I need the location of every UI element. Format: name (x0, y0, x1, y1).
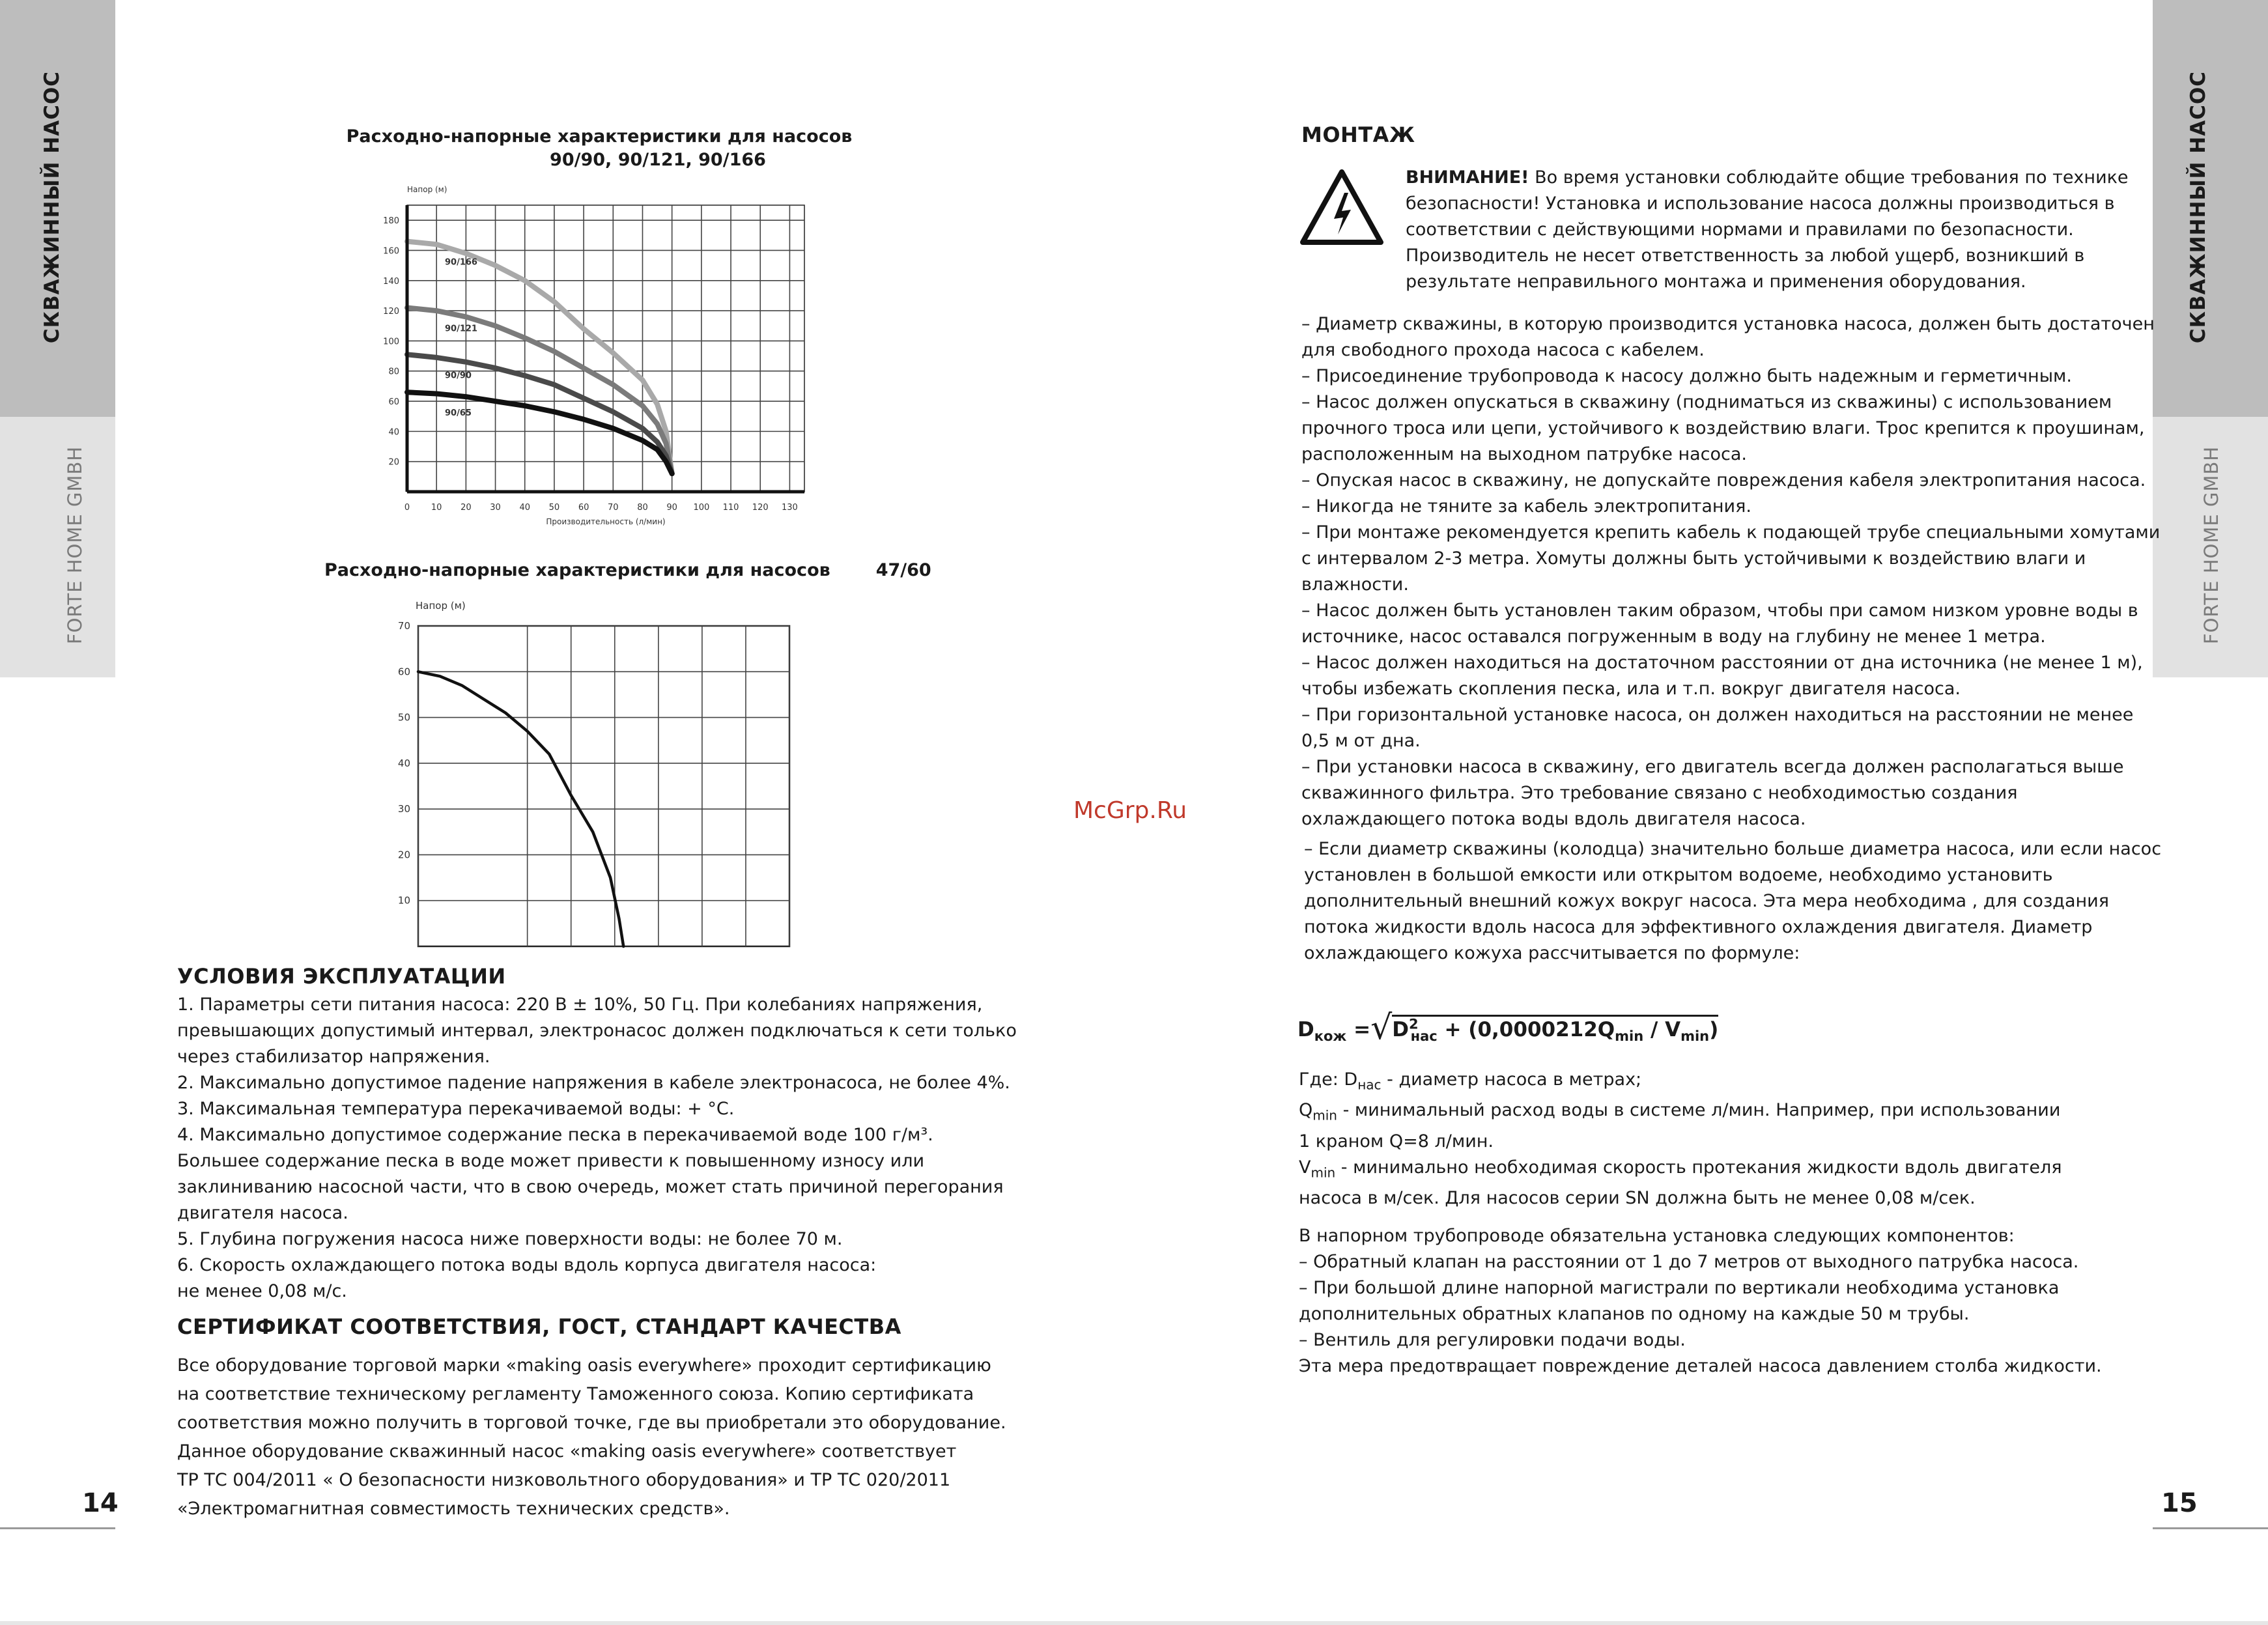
left-side-brand-band (0, 417, 115, 677)
montage-line: – Присоединение трубопровода к насосу должно быть надежным и герметичным. (1301, 366, 2072, 386)
chart2-title-text: Расходно-напорные характеристики для насосов (324, 560, 830, 580)
montage-line: – Никогда не тяните за кабель электропитания. (1301, 496, 1751, 516)
formula-lhs-sub: кож (1314, 1028, 1347, 1045)
series-label: 90/90 (445, 371, 472, 381)
y-tick-label: 70 (397, 620, 410, 632)
conditions-line: 5. Глубина погружения насоса ниже поверхности воды: не более 70 м. (177, 1229, 843, 1249)
montage-line: – Насос должен опускаться в скважину (подниматься из скважины) с использованием (1301, 392, 2112, 412)
formula-d: D (1392, 1018, 1409, 1041)
x-tick-label: 110 (722, 503, 739, 513)
components-line: В напорном трубопроводе обязательна установка следующих компонентов: (1299, 1226, 2015, 1246)
chart2-title-model: 47/60 (875, 560, 931, 580)
v-text-2: насоса в м/сек. Для насосов серии SN должна быть не менее 0,08 м/сек. (1299, 1188, 1976, 1209)
y-tick-label: 180 (383, 216, 399, 227)
y-tick-label: 120 (383, 307, 399, 317)
components-line: – При большой длине напорной магистрали по вертикали необходима установка (1299, 1278, 2060, 1298)
montage-line: охлаждающего кожуха рассчитывается по формуле: (1304, 943, 1800, 963)
montage-line: – Насос должен быть установлен таким образом, чтобы при самом низком уровне воды в (1301, 601, 2138, 621)
left-page-number: 14 (82, 1488, 119, 1518)
warning-text (1406, 165, 2129, 295)
y-axis-label: Напор (м) (416, 600, 466, 612)
warning-line: результате неправильного монтажа и применения оборудования. (1406, 272, 2026, 292)
conditions-line: Большее содержание песка в воде может привести к повышенному износу или (177, 1151, 924, 1171)
conditions-text (177, 992, 1017, 1305)
right-page-number: 15 (2161, 1488, 2198, 1518)
x-tick-label: 130 (781, 503, 798, 513)
formula-radicand (1392, 1015, 1719, 1045)
chart1 (365, 179, 834, 531)
conditions-line: 6. Скорость охлаждающего потока воды вдоль корпуса двигателя насоса: (177, 1255, 877, 1275)
warning-lines (1406, 191, 2129, 295)
formula-v-sub: min (1680, 1028, 1710, 1045)
x-tick-label: 60 (578, 503, 589, 513)
formula-d-sub: нас (1410, 1028, 1438, 1045)
warning-line: Производитель не несет ответственность за любой ущерб, возникший в (1406, 246, 2085, 266)
y-axis-label: Напор (м) (407, 185, 447, 194)
montage-line: прочного троса или цепи, устойчивого к воздействию влаги. Трос крепится к проушинам, (1301, 418, 2145, 438)
montage-line: – При монтаже рекомендуется крепить кабель к подающей трубе специальными хомутами (1301, 522, 2161, 543)
left-side-title: СКВАЖИННЫЙ НАСОС (40, 70, 64, 344)
conditions-line: через стабилизатор напряжения. (177, 1047, 490, 1067)
right-side-brand: FORTE HOME GMBH (2200, 445, 2222, 645)
v-sub: min (1311, 1165, 1336, 1181)
components-line: – Вентиль для регулировки подачи воды. (1299, 1330, 1686, 1350)
certificate-line: соответствия можно получить в торговой точке, где вы приобретали это оборудование. (177, 1413, 1006, 1433)
y-tick-label: 30 (397, 803, 410, 815)
q-text-2: 1 краном Q=8 л/мин. (1299, 1131, 1494, 1152)
montage-line: скважинного фильтра. Это требование связано с необходимостью создания (1301, 783, 2018, 803)
conditions-line: 3. Максимальная температура перекачиваемой воды: + °С. (177, 1099, 735, 1119)
warning-line1: Во время установки соблюдайте общие требования по технике (1529, 167, 2129, 188)
x-tick-label: 80 (637, 503, 648, 513)
x-tick-label: 70 (608, 503, 619, 513)
montage-line: установлен в большой емкости или открытом водоеме, необходимо установить (1304, 865, 2053, 885)
y-tick-label: 140 (383, 276, 399, 287)
montage-line: – Опуская насос в скважину, не допускайте повреждения кабеля электропитания насоса. (1301, 470, 2146, 490)
chart1-title-line1: Расходно-напорные характеристики для насосов (346, 126, 853, 147)
where-text: - диаметр насоса в метрах; (1381, 1069, 1642, 1090)
x-tick-label: 10 (431, 503, 442, 513)
montage-line: – Если диаметр скважины (колодца) значительно больше диаметра насоса, или если насос (1304, 839, 2162, 859)
electric-warning-icon (1299, 168, 1385, 246)
certificate-line: ТР ТС 004/2011 « О безопасности низковольтного оборудования» и ТР ТС 020/2011 (177, 1470, 951, 1490)
certificate-text (177, 1351, 1006, 1523)
where-sub: нас (1357, 1077, 1382, 1093)
x-tick-label: 30 (490, 503, 501, 513)
chart1-title (339, 125, 860, 172)
montage-heading: МОНТАЖ (1301, 122, 1415, 147)
v-text: - минимально необходимая скорость протекания жидкости вдоль двигателя (1335, 1157, 2062, 1178)
formula-lhs: D (1297, 1018, 1314, 1041)
montage-line: потока жидкости вдоль насоса для эффективного охлаждения двигателя. Диаметр (1304, 917, 2093, 937)
y-tick-label: 20 (388, 457, 399, 468)
montage-line: с интервалом 2-3 метра. Хомуты должны быть устойчивыми к воздействию влаги и (1301, 548, 2086, 569)
certificate-line: на соответствие техническому регламенту Таможенного союза. Копию сертификата (177, 1384, 974, 1404)
formula-legend (1299, 1067, 2062, 1211)
y-tick-label: 10 (397, 894, 410, 907)
chart2 (378, 589, 834, 954)
montage-line: чтобы избежать скопления песка, ила и т.п. вокруг двигателя насоса. (1301, 679, 1961, 699)
conditions-line: превышающих допустимый интервал, электронасос должен подключаться к сети только (177, 1021, 1017, 1041)
formula-q-sub: min (1615, 1028, 1644, 1045)
x-tick-label: 40 (519, 503, 531, 513)
montage-line: – Диаметр скважины, в которую производится установка насоса, должен быть достаточен (1301, 314, 2155, 334)
certificate-line: Все оборудование торговой марки «making oasis everywhere» проходит сертификацию (177, 1355, 991, 1376)
formula-eq: = (1346, 1018, 1371, 1041)
x-tick-label: 90 (666, 503, 677, 513)
montage-line: 0,5 м от дна. (1301, 731, 1421, 751)
q-sub: min (1312, 1107, 1337, 1123)
y-tick-label: 40 (397, 757, 410, 769)
certificate-heading: СЕРТИФИКАТ СООТВЕТСТВИЯ, ГОСТ, СТАНДАРТ КАЧЕСТВА (177, 1314, 901, 1339)
montage-line: для свободного прохода насоса с кабелем. (1301, 340, 1705, 360)
plot-frame (418, 626, 789, 946)
y-tick-label: 40 (388, 427, 399, 438)
components-line: дополнительных обратных клапанов по одному на каждые 50 м трубы. (1299, 1304, 1970, 1324)
warning-label: ВНИМАНИЕ! (1406, 167, 1529, 188)
y-tick-label: 50 (397, 711, 410, 724)
q-symbol: Q (1299, 1100, 1313, 1121)
v-symbol: V (1299, 1157, 1311, 1178)
montage-line: – Насос должен находиться на достаточном расстоянии от дна источника (не менее 1 м), (1301, 653, 2143, 673)
montage-line: – При установки насоса в скважину, его двигатель всегда должен располагаться выше (1301, 757, 2124, 777)
formula-close: ) (1709, 1018, 1719, 1041)
montage-line: источнике, насос оставался погруженным в воду на глубину не менее 1 метра. (1301, 627, 2046, 647)
left-side-brand: FORTE HOME GMBH (64, 445, 86, 645)
montage-line: дополнительный внешний кожух вокруг насоса. Эта мера необходима , для создания (1304, 891, 2109, 911)
series-label: 90/166 (445, 257, 477, 268)
montage-line: влажности. (1301, 574, 1409, 595)
q-text: - минимальный расход воды в системе л/мин. Например, при использовании (1337, 1100, 2061, 1121)
scan-edge (0, 1621, 2268, 1625)
certificate-line: Данное оборудование скважинный насос «making oasis everywhere» соответствует (177, 1441, 957, 1462)
x-tick-label: 20 (461, 503, 472, 513)
casing-formula (1297, 1008, 1718, 1047)
conditions-line: 2. Максимально допустимое падение напряжения в кабеле электронасоса, не более 4%. (177, 1073, 1010, 1093)
y-tick-label: 160 (383, 246, 399, 257)
formula-d-sup: 2 (1408, 1016, 1419, 1032)
certificate-line: «Электромагнитная совместимость технических средств». (177, 1499, 730, 1519)
components-text (1299, 1223, 2102, 1379)
conditions-line: заклиниванию насосной части, что в свою очередь, может стать причиной перегорания (177, 1177, 1004, 1197)
x-tick-label: 0 (404, 503, 410, 513)
components-line: Эта мера предотвращает повреждение деталей насоса давлением столба жидкости. (1299, 1356, 2102, 1376)
conditions-line: 4. Максимально допустимое содержание песка в перекачиваемой воде 100 г/м³. (177, 1125, 933, 1145)
montage-line: расположенным на выходном патрубке насоса. (1301, 444, 1748, 464)
warning-line: соответствии с действующими нормами и правилами по безопасности. (1406, 219, 2074, 240)
y-tick-label: 60 (388, 397, 399, 408)
x-tick-label: 120 (752, 503, 769, 513)
conditions-heading: УСЛОВИЯ ЭКСПЛУАТАЦИИ (177, 964, 506, 989)
conditions-line: не менее 0,08 м/с. (177, 1281, 347, 1301)
series-label: 90/121 (445, 324, 477, 334)
left-page-rule (0, 1527, 115, 1529)
formula-mid: + (0,0000212Q (1437, 1018, 1615, 1041)
y-tick-label: 60 (397, 666, 410, 678)
montage-body (1301, 311, 2160, 832)
montage-body-casing (1304, 836, 2161, 967)
y-tick-label: 20 (397, 849, 410, 861)
conditions-line: двигателя насоса. (177, 1203, 348, 1223)
montage-line: – При горизонтальной установке насоса, он должен находиться на расстоянии не менее (1301, 705, 2134, 725)
formula-slash: / V (1643, 1018, 1681, 1041)
watermark: McGrp.Ru (1073, 797, 1187, 824)
y-tick-label: 100 (383, 337, 399, 347)
montage-line: охлаждающего потока воды вдоль двигателя насоса. (1301, 809, 1806, 829)
chart2-title (324, 559, 931, 582)
x-tick-label: 50 (548, 503, 560, 513)
x-tick-label: 100 (693, 503, 710, 513)
where-prefix: Где: D (1299, 1069, 1358, 1090)
chart1-title-line2: 90/90, 90/121, 90/166 (550, 150, 766, 170)
right-side-title: СКВАЖИННЫЙ НАСОС (2187, 70, 2210, 344)
conditions-line: 1. Параметры сети питания насоса: 220 В ± 10%, 50 Гц. При колебаниях напряжения, (177, 995, 983, 1015)
y-tick-label: 80 (388, 367, 399, 377)
sqrt-sign: √ (1370, 1008, 1393, 1047)
warning-line: безопасности! Установка и использование насоса должны производиться в (1406, 193, 2115, 214)
components-line: – Обратный клапан на расстоянии от 1 до 7 метров от выходного патрубка насоса. (1299, 1252, 2079, 1272)
x-axis-label: Производительность (л/мин) (546, 517, 666, 526)
right-side-title-band (2153, 0, 2268, 417)
right-page-rule (2153, 1527, 2268, 1529)
series-label: 90/65 (445, 408, 472, 419)
